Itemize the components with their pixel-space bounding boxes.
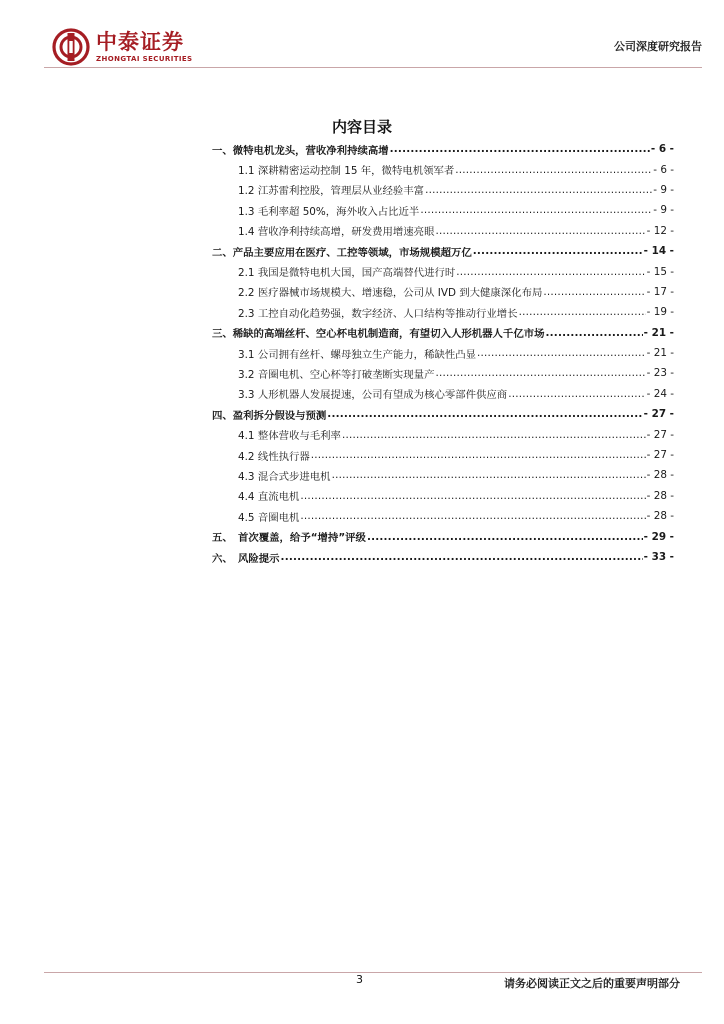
toc-entry-page: - 9 - [653,204,674,217]
toc-entry-page: - 29 - [643,530,674,543]
toc-section-entry[interactable] [212,526,674,546]
toc-dot-leader [367,531,643,543]
header-divider [44,67,702,68]
company-logo [52,28,193,66]
toc-subsection-entry[interactable] [212,159,674,179]
toc-dot-leader [435,225,645,237]
toc-subsection-entry[interactable] [212,200,674,220]
toc-entry-label: 1.3 毛利率超 50%，海外收入占比近半 [238,205,420,218]
page-number: 3 [356,973,363,986]
toc-dot-leader [311,449,646,461]
toc-entry-page: - 27 - [643,408,674,421]
toc-entry-page: - 24 - [646,387,674,400]
toc-entry-label: 四、盈利拆分假设与预测 [212,409,327,422]
toc-dot-leader [300,510,645,522]
toc-dot-leader [477,347,646,359]
toc-entry-label: 2.2 医疗器械市场规模大、增速稳，公司从 IVD 到大健康深化布局 [238,287,543,300]
toc-subsection-entry[interactable] [212,282,674,302]
toc-title: 内容目录 [331,118,392,136]
toc-dot-leader [546,327,643,339]
toc-section-entry[interactable] [212,139,674,159]
toc-entry-page: - 21 - [646,347,674,360]
toc-entry-page: - 28 - [646,510,674,523]
footer-divider [44,972,702,973]
toc-subsection-entry[interactable] [212,221,674,241]
toc-subsection-entry[interactable] [212,384,674,404]
toc-entry-page: - 9 - [653,183,674,196]
toc-entry-label: 3.1 公司拥有丝杆、螺母独立生产能力，稀缺性凸显 [238,348,477,361]
toc-entry-page: - 21 - [643,326,674,339]
toc-entry-label: 4.4 直流电机 [238,491,300,504]
toc-entry-page: - 6 - [650,143,674,156]
toc-section-entry[interactable] [212,404,674,424]
toc-entry-page: - 12 - [646,224,674,237]
toc-dot-leader [420,204,652,216]
toc-entry-label: 二、产品主要应用在医疗、工控等领域，市场规模超万亿 [212,246,472,259]
toc-entry-label: 1.1 深耕精密运动控制 15 年，微特电机领军者 [238,165,455,178]
toc-subsection-entry[interactable] [212,302,674,322]
logo-english-name: ZHONGTAI SECURITIES [96,54,193,63]
toc-entry-page: - 28 - [646,469,674,482]
toc-entry-label: 2.3 工控自动化趋势强，数字经济、人口结构等推动行业增长 [238,307,518,320]
toc-entry-page: - 17 - [646,285,674,298]
toc-subsection-entry[interactable] [212,363,674,383]
toc-entry-label: 4.3 混合式步进电机 [238,470,331,483]
toc-entry-label: 五、 首次覆盖，给予“增持”评级 [212,532,366,545]
toc-entry-label: 4.1 整体营收与毛利率 [238,430,341,443]
toc-entry-label: 三、稀缺的高端丝杆、空心杯电机制造商，有望切入人形机器人千亿市场 [212,328,545,341]
toc-dot-leader [342,429,646,441]
toc-dot-leader [300,490,645,502]
page-header [0,0,724,80]
toc-entry-page: - 15 - [646,265,674,278]
toc-dot-leader [473,245,643,257]
toc-entry-page: - 23 - [646,367,674,380]
toc-dot-leader [327,408,642,420]
table-of-contents [212,139,674,567]
toc-dot-leader [456,266,645,278]
toc-dot-leader [332,469,646,481]
toc-subsection-entry[interactable] [212,180,674,200]
toc-section-entry[interactable] [212,323,674,343]
report-type-label: 公司深度研究报告 [614,40,702,53]
toc-entry-label: 2.1 我国是微特电机大国，国产高端替代进行时 [238,267,456,280]
toc-section-entry[interactable] [212,547,674,567]
toc-dot-leader [281,551,643,563]
toc-entry-label: 3.2 音圈电机、空心杯等打破垄断实现量产 [238,368,435,381]
toc-dot-leader [425,184,652,196]
toc-subsection-entry[interactable] [212,506,674,526]
logo-chinese-name: 中泰证券 [96,29,184,54]
toc-subsection-entry[interactable] [212,261,674,281]
toc-entry-page: - 19 - [646,306,674,319]
toc-entry-label: 3.3 人形机器人发展提速，公司有望成为核心零部件供应商 [238,389,508,402]
toc-dot-leader [390,143,650,155]
toc-dot-leader [455,164,652,176]
zhongtai-logo-icon [52,28,90,66]
toc-subsection-entry[interactable] [212,465,674,485]
toc-section-entry[interactable] [212,241,674,261]
toc-subsection-entry[interactable] [212,343,674,363]
toc-dot-leader [519,306,646,318]
toc-entry-label: 1.2 江苏雷利控股，管理层从业经验丰富 [238,185,425,198]
toc-entry-label: 1.4 营收净利持续高增，研发费用增速亮眼 [238,226,435,239]
toc-entry-label: 4.5 音圈电机 [238,511,300,524]
toc-entry-page: - 6 - [653,163,674,176]
toc-dot-leader [435,367,645,379]
toc-entry-page: - 27 - [646,428,674,441]
toc-entry-page: - 28 - [646,489,674,502]
toc-dot-leader [508,388,645,400]
toc-entry-label: 4.2 线性执行器 [238,450,310,463]
toc-entry-label: 六、 风险提示 [212,552,280,565]
toc-entry-page: - 27 - [646,449,674,462]
footer-disclaimer: 请务必阅读正文之后的重要声明部分 [504,977,680,990]
toc-entry-label: 一、微特电机龙头，营收净利持续高增 [212,144,389,157]
toc-subsection-entry[interactable] [212,445,674,465]
toc-entry-page: - 33 - [643,551,674,563]
toc-entry-page: - 14 - [643,245,674,258]
toc-dot-leader [543,286,645,298]
toc-subsection-entry[interactable] [212,486,674,506]
toc-subsection-entry[interactable] [212,424,674,444]
